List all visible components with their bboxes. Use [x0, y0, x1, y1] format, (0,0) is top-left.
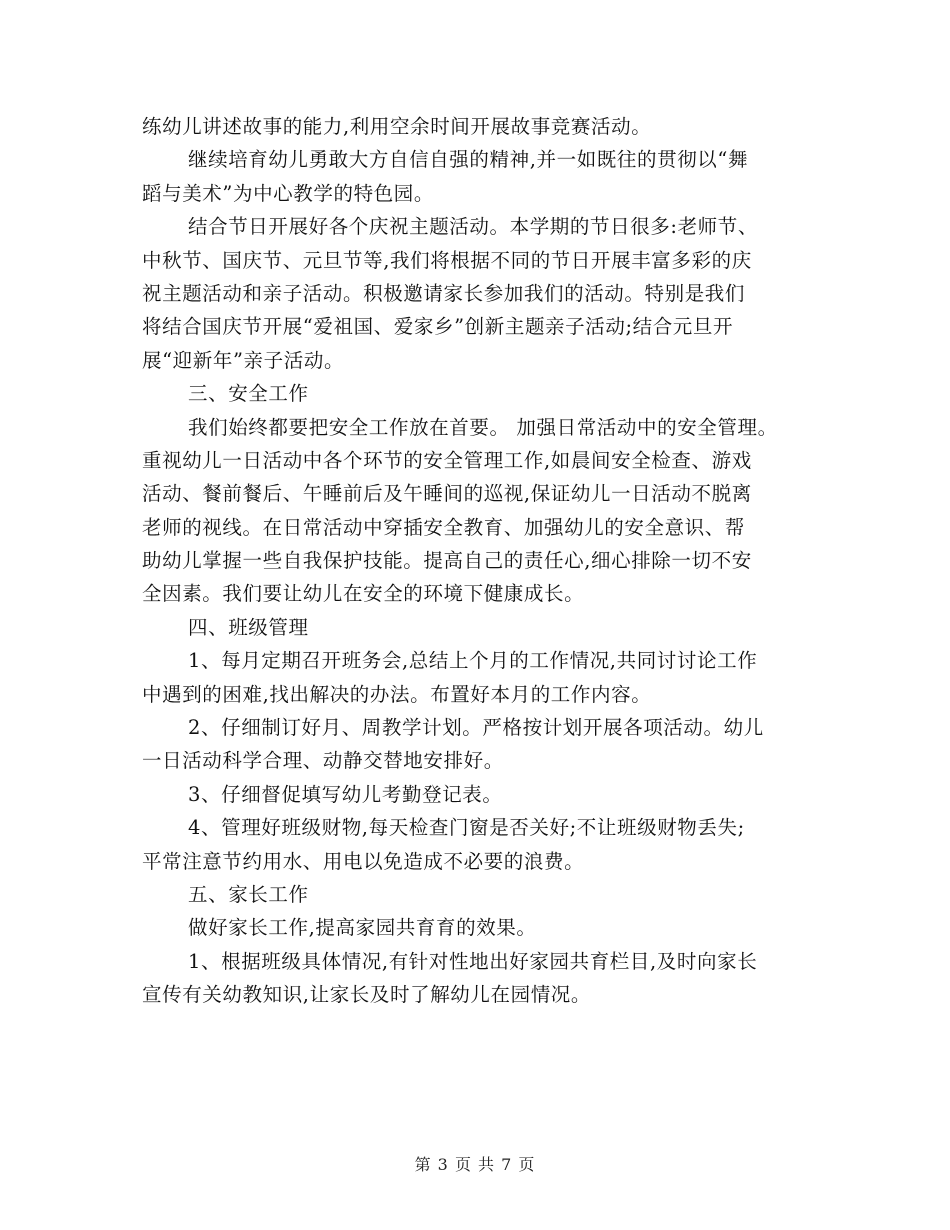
- text-line: 宣传有关幼教知识,让家长及时了解幼儿在园情况。: [142, 983, 591, 1007]
- text-line: 我们始终都要把安全工作放在首要。 加强日常活动中的安全管理。: [188, 415, 778, 439]
- text-line: 助幼儿掌握一些自我保护技能。提高自己的责任心,细心排除一切不安: [142, 549, 752, 573]
- text-line: 祝主题活动和亲子活动。积极邀请家长参加我们的活动。特别是我们: [142, 281, 746, 305]
- text-line: 1、每月定期召开班务会,总结上个月的工作情况,共同讨讨论工作: [188, 649, 758, 673]
- text-line: 4、管理好班级财物,每天检查门窗是否关好;不让班级财物丢失;: [188, 816, 745, 840]
- text-line: 全因素。我们要让幼儿在安全的环境下健康成长。: [142, 582, 585, 606]
- text-line: 中秋节、国庆节、元旦节等,我们将根据不同的节日开展丰富多彩的庆: [142, 248, 752, 272]
- text-line: 蹈与美术”为中心教学的特色园。: [142, 181, 434, 205]
- document-body: [142, 110, 832, 1012]
- text-line: 做好家长工作,提高家园共育育的效果。: [188, 916, 537, 940]
- section-heading-class-management: 四、班级管理: [188, 615, 309, 639]
- text-line: 一日活动科学合理、动静交替地安排好。: [142, 749, 504, 773]
- text-line: 活动、餐前餐后、午睡前后及午睡间的巡视,保证幼儿一日活动不脱离: [142, 482, 752, 506]
- text-line: 老师的视线。在日常活动中穿插安全教育、加强幼儿的安全意识、帮: [142, 515, 746, 539]
- section-heading-safety: 三、安全工作: [188, 382, 309, 406]
- text-line: 结合节日开展好各个庆祝主题活动。本学期的节日很多:老师节、: [188, 215, 758, 239]
- text-line: 中遇到的困难,找出解决的办法。布置好本月的工作内容。: [142, 682, 652, 706]
- text-line: 重视幼儿一日活动中各个环节的安全管理工作,如晨间安全检查、游戏: [142, 448, 752, 472]
- text-line: 平常注意节约用水、用电以免造成不必要的浪费。: [142, 849, 585, 873]
- text-line: 1、根据班级具体情况,有针对性地出好家园共育栏目,及时向家长: [188, 949, 758, 973]
- text-line: 2、仔细制订好月、周教学计划。严格按计划开展各项活动。幼儿: [188, 716, 764, 740]
- text-line: 练幼儿讲述故事的能力,利用空余时间开展故事竞赛活动。: [142, 115, 652, 138]
- section-heading-parent-work: 五、家长工作: [188, 882, 309, 906]
- text-line: 将结合国庆节开展“爱祖国、爱家乡”创新主题亲子活动;结合元旦开: [142, 315, 734, 339]
- text-line: 3、仔细督促填写幼儿考勤登记表。: [188, 782, 503, 806]
- page-number-footer: 第 3 页 共 7 页: [414, 1155, 536, 1174]
- text-line: 继续培育幼儿勇敢大方自信自强的精神,并一如既往的贯彻以“舞: [188, 148, 749, 172]
- text-line: 展“迎新年”亲子活动。: [142, 348, 345, 372]
